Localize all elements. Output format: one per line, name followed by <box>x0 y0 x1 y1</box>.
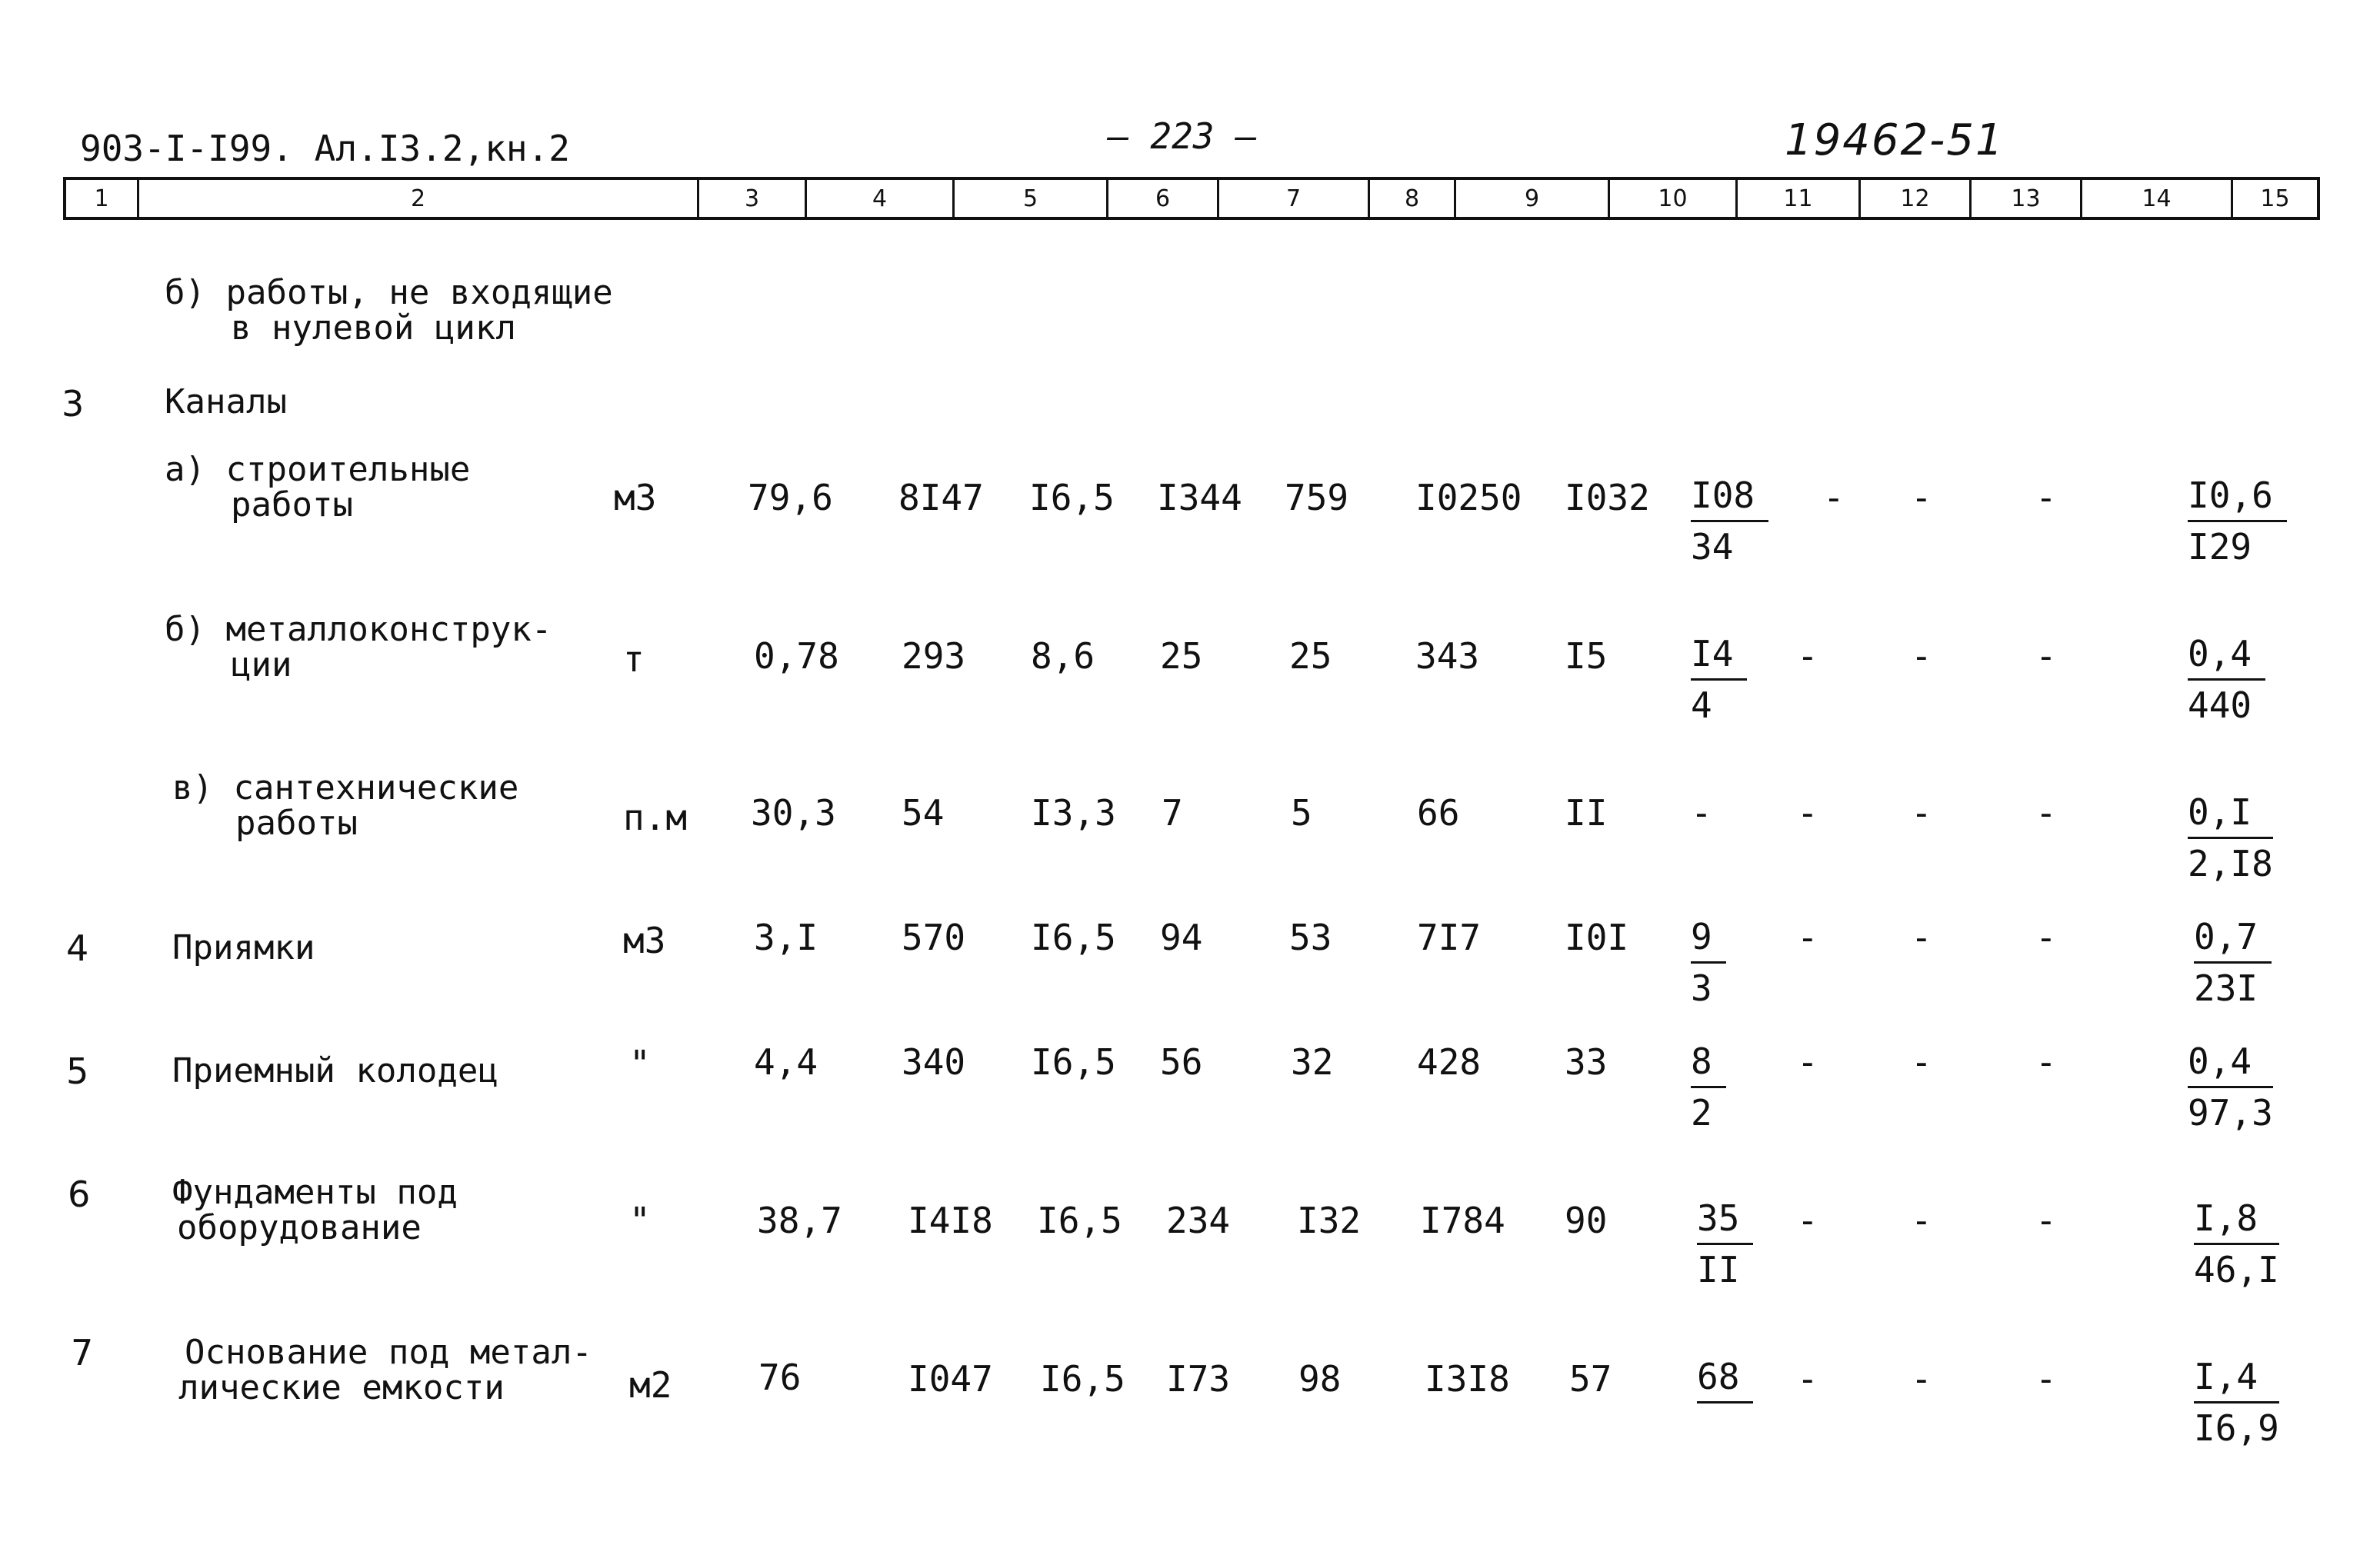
dash-cell: - <box>1797 1358 1818 1400</box>
dash-cell: - <box>1911 1041 1932 1083</box>
fraction-bottom: 97,3 <box>2188 1092 2273 1134</box>
fraction-cell <box>2188 1037 2273 1137</box>
value-cell: 33 <box>1565 1041 1608 1083</box>
column-number: 3 <box>697 180 805 217</box>
value-cell: 234 <box>1166 1200 1231 1241</box>
unit-cell: т <box>623 638 645 680</box>
dash-cell: - <box>2035 477 2057 518</box>
column-number: 4 <box>805 180 952 217</box>
value-cell: 759 <box>1285 477 1349 518</box>
dash-cell: - <box>2035 1358 2057 1400</box>
fraction-cell <box>1691 629 1747 730</box>
fraction-top: I4 <box>1691 629 1747 681</box>
value-cell: 53 <box>1289 917 1332 958</box>
column-number: 5 <box>952 180 1106 217</box>
fraction-bottom: 2,I8 <box>2188 843 2273 884</box>
row-name: б) работы, не входящие <box>165 273 613 312</box>
fraction-cell <box>1697 1194 1753 1294</box>
value-cell: II <box>1565 792 1608 834</box>
dash-cell: - <box>1797 635 1818 677</box>
value-cell: 7 <box>1162 792 1183 834</box>
dash-cell: - <box>2035 917 2057 958</box>
value-cell: 8,6 <box>1031 635 1095 677</box>
row-name: Приямки <box>172 928 315 967</box>
fraction-top: 0,I <box>2188 787 2273 839</box>
value-cell: 98 <box>1298 1358 1342 1400</box>
unit-cell: " <box>629 1043 651 1084</box>
document-code: 19462-51 <box>1785 115 2005 165</box>
value-cell: 76 <box>758 1357 802 1398</box>
value-cell: I6,5 <box>1037 1200 1122 1241</box>
value-cell: I32 <box>1297 1200 1362 1241</box>
fraction-bottom: 440 <box>2188 684 2252 726</box>
row-name: работы <box>235 804 358 843</box>
dash-cell: - <box>1691 792 1712 834</box>
column-number: 12 <box>1858 180 1969 217</box>
value-cell: I6,5 <box>1031 1041 1116 1083</box>
fraction-top: 8 <box>1691 1037 1726 1088</box>
value-cell: 3,I <box>754 917 818 958</box>
row-number: 6 <box>68 1174 91 1215</box>
row-name: оборудование <box>177 1208 422 1247</box>
fraction-cell <box>1691 1037 1726 1137</box>
value-cell: I0I <box>1565 917 1629 958</box>
value-cell: 25 <box>1160 635 1203 677</box>
column-number: 6 <box>1106 180 1217 217</box>
dash-cell: - <box>1911 792 1932 834</box>
value-cell: I73 <box>1166 1358 1231 1400</box>
value-cell: 428 <box>1417 1041 1482 1083</box>
fraction-top: 35 <box>1697 1194 1753 1245</box>
unit-cell: " <box>629 1200 651 1241</box>
row-name: Каналы <box>165 382 287 421</box>
dash-cell: - <box>2035 1041 2057 1083</box>
fraction-bottom: 23I <box>2194 967 2258 1009</box>
column-number: 2 <box>137 180 697 217</box>
fraction-bottom: 46,I <box>2194 1249 2279 1290</box>
dash-cell: - <box>1823 477 1845 518</box>
column-number: 14 <box>2080 180 2231 217</box>
document-reference: 903-I-I99. Ал.I3.2,кн.2 <box>80 128 570 169</box>
column-number: 7 <box>1217 180 1368 217</box>
value-cell: 54 <box>902 792 945 834</box>
fraction-top: I,4 <box>2194 1352 2279 1403</box>
unit-cell: м3 <box>623 920 666 961</box>
dash-cell: - <box>1911 917 1932 958</box>
fraction-cell <box>2188 629 2265 730</box>
page-number: — 223 — <box>1108 115 1257 157</box>
column-number: 15 <box>2231 180 2317 217</box>
fraction-top: 0,7 <box>2194 912 2272 964</box>
fraction-cell <box>2194 912 2272 1013</box>
column-number-row <box>63 177 2320 220</box>
dash-cell: - <box>2035 635 2057 677</box>
value-cell: 32 <box>1291 1041 1334 1083</box>
dash-cell: - <box>1797 1200 1818 1241</box>
dash-cell: - <box>1911 1200 1932 1241</box>
value-cell: I6,5 <box>1040 1358 1125 1400</box>
dash-cell: - <box>1797 917 1818 958</box>
column-number: 13 <box>1969 180 2080 217</box>
row-number: 3 <box>62 383 85 425</box>
row-name: Приемный колодец <box>172 1051 498 1090</box>
row-name: работы <box>231 485 353 524</box>
fraction-bottom: II <box>1697 1249 1740 1290</box>
fraction-cell <box>2194 1194 2279 1294</box>
fraction-bottom: 2 <box>1691 1092 1712 1134</box>
unit-cell: п.м <box>623 797 688 838</box>
value-cell: 25 <box>1289 635 1332 677</box>
fraction-top: 0,4 <box>2188 1037 2273 1088</box>
value-cell: I032 <box>1565 477 1650 518</box>
row-name: б) металлоконструк- <box>165 610 552 649</box>
row-name: ции <box>231 645 292 684</box>
dash-cell: - <box>1797 1041 1818 1083</box>
row-name: а) строительные <box>165 450 471 489</box>
dash-cell: - <box>1797 792 1818 834</box>
fraction-cell <box>2188 787 2273 888</box>
column-number: 11 <box>1735 180 1858 217</box>
row-name: Фундаменты под <box>172 1173 458 1212</box>
fraction-top: 9 <box>1691 912 1726 964</box>
value-cell: I784 <box>1420 1200 1505 1241</box>
value-cell: 90 <box>1565 1200 1608 1241</box>
fraction-bottom: I6,9 <box>2194 1407 2279 1449</box>
column-number: 9 <box>1454 180 1608 217</box>
fraction-top: 0,4 <box>2188 629 2265 681</box>
fraction-cell <box>2188 471 2287 571</box>
column-number: 8 <box>1368 180 1454 217</box>
value-cell: 94 <box>1160 917 1203 958</box>
dash-cell: - <box>2035 792 2057 834</box>
fraction-top: I,8 <box>2194 1194 2279 1245</box>
value-cell: 8I47 <box>898 477 984 518</box>
fraction-bottom: 4 <box>1691 684 1712 726</box>
row-name: в нулевой цикл <box>231 308 516 348</box>
value-cell: 0,78 <box>754 635 839 677</box>
unit-cell: м2 <box>629 1364 672 1406</box>
value-cell: I344 <box>1157 477 1242 518</box>
value-cell: I0250 <box>1415 477 1522 518</box>
row-number: 5 <box>66 1051 89 1092</box>
value-cell: 340 <box>902 1041 966 1083</box>
value-cell: I3I8 <box>1425 1358 1510 1400</box>
value-cell: 5 <box>1291 792 1312 834</box>
dash-cell: - <box>1911 477 1932 518</box>
value-cell: 66 <box>1417 792 1460 834</box>
value-cell: 30,3 <box>751 792 836 834</box>
value-cell: 57 <box>1569 1358 1612 1400</box>
row-number: 4 <box>66 927 89 969</box>
value-cell: 293 <box>902 635 966 677</box>
fraction-cell <box>1691 471 1768 571</box>
value-cell: 56 <box>1160 1041 1203 1083</box>
fraction-bottom: 34 <box>1691 526 1734 568</box>
value-cell: 79,6 <box>748 477 833 518</box>
row-name: лические емкости <box>178 1368 505 1407</box>
value-cell: I6,5 <box>1029 477 1115 518</box>
value-cell: I4I8 <box>908 1200 993 1241</box>
value-cell: I5 <box>1565 635 1608 677</box>
fraction-cell <box>1691 912 1726 1013</box>
row-number: 7 <box>71 1332 94 1374</box>
fraction-bottom: 3 <box>1691 967 1712 1009</box>
value-cell: 343 <box>1415 635 1480 677</box>
column-number: 1 <box>94 185 109 212</box>
fraction-top: I08 <box>1691 471 1768 522</box>
value-cell: 38,7 <box>757 1200 842 1241</box>
fraction-bottom: I29 <box>2188 526 2252 568</box>
value-cell: 7I7 <box>1417 917 1482 958</box>
value-cell: I6,5 <box>1031 917 1116 958</box>
dash-cell: - <box>2035 1200 2057 1241</box>
dash-cell: - <box>1911 1358 1932 1400</box>
row-name: Основание под метал- <box>185 1333 592 1372</box>
unit-cell: м3 <box>614 477 657 518</box>
fraction-top: I0,6 <box>2188 471 2287 522</box>
dash-cell: - <box>1911 635 1932 677</box>
value-cell: 4,4 <box>754 1041 818 1083</box>
fraction-cell <box>1697 1352 1753 1403</box>
fraction-top: 68 <box>1697 1352 1753 1403</box>
row-name: в) сантехнические <box>172 768 519 807</box>
value-cell: I3,3 <box>1031 792 1116 834</box>
column-number: 10 <box>1608 180 1735 217</box>
fraction-cell <box>2194 1352 2279 1453</box>
value-cell: 570 <box>902 917 966 958</box>
value-cell: I047 <box>908 1358 993 1400</box>
